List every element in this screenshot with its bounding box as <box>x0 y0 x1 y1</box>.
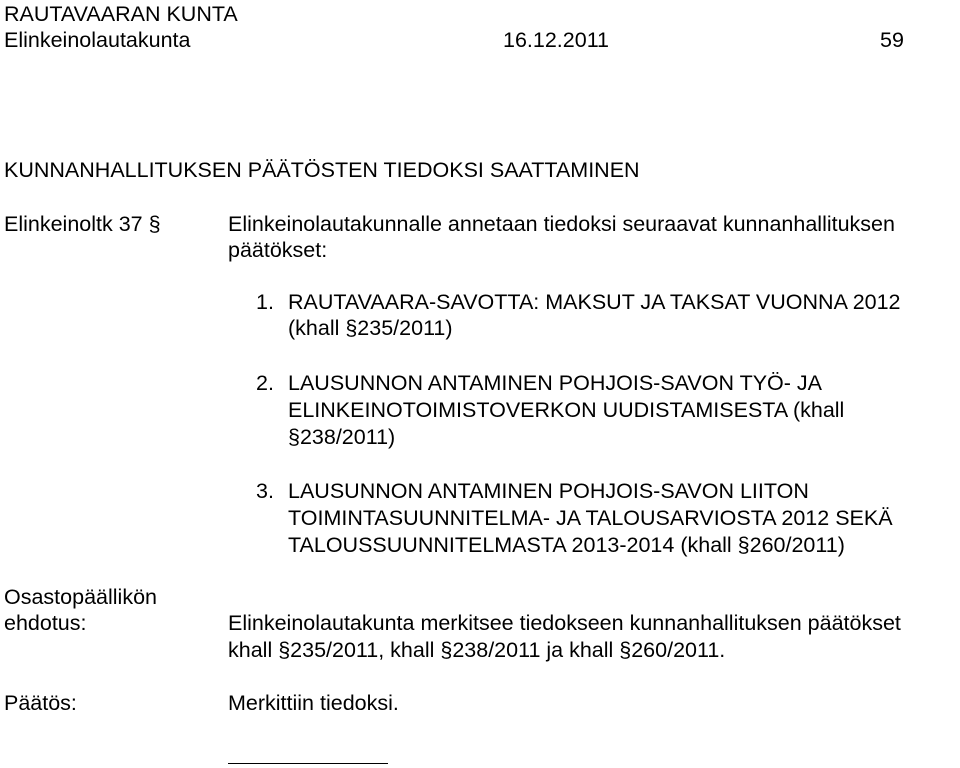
item-1-line-1: RAUTAVAARA-SAVOTTA: MAKSUT JA TAKSAT VUONNA 2012 <box>288 290 901 314</box>
item-3-line-3: TALOUSSUUNNITELMASTA 2013-2014 (khall §260/2011) <box>288 533 845 557</box>
section-reference: Elinkeinoltk 37 § <box>4 212 161 236</box>
item-2-line-1: LAUSUNNON ANTAMINEN POHJOIS-SAVON TYÖ- JA <box>288 371 822 395</box>
intro-line-1: Elinkeinolautakunnalle annetaan tiedoksi seuraavat kunnanhallituksen <box>228 212 895 236</box>
proposal-text-line-2: khall §235/2011, khall §238/2011 ja khall §260/2011. <box>228 638 726 662</box>
item-3-line-2: TOIMINTASUUNNITELMA- JA TALOUSARVIOSTA 2012 SEKÄ <box>288 506 893 530</box>
page-number: 59 <box>880 28 904 52</box>
meeting-date: 16.12.2011 <box>503 28 610 52</box>
item-3-line-1: LAUSUNNON ANTAMINEN POHJOIS-SAVON LIITON <box>288 479 809 503</box>
proposal-label-line-2: ehdotus: <box>4 611 87 635</box>
committee-name: Elinkeinolautakunta <box>4 28 191 52</box>
proposal-text-line-1: Elinkeinolautakunta merkitsee tiedokseen kunnanhallituksen päätökset <box>228 611 901 635</box>
signature-line <box>228 763 388 764</box>
item-2-number: 2. <box>256 371 274 395</box>
item-2-line-3: §238/2011) <box>288 425 396 449</box>
decision-label: Päätös: <box>4 691 77 715</box>
intro-line-2: päätökset: <box>228 238 328 262</box>
decision-text: Merkittiin tiedoksi. <box>228 691 399 715</box>
document-title: KUNNANHALLITUKSEN PÄÄTÖSTEN TIEDOKSI SAATTAMINEN <box>4 158 640 182</box>
item-1-line-2: (khall §235/2011) <box>288 316 453 340</box>
organization-name: RAUTAVAARAN KUNTA <box>4 2 238 26</box>
item-3-number: 3. <box>256 479 274 503</box>
item-2-line-2: ELINKEINOTOIMISTOVERKON UUDISTAMISESTA (khall <box>288 398 845 422</box>
item-1-number: 1. <box>256 290 274 314</box>
proposal-label-line-1: Osastopäällikön <box>4 585 157 609</box>
